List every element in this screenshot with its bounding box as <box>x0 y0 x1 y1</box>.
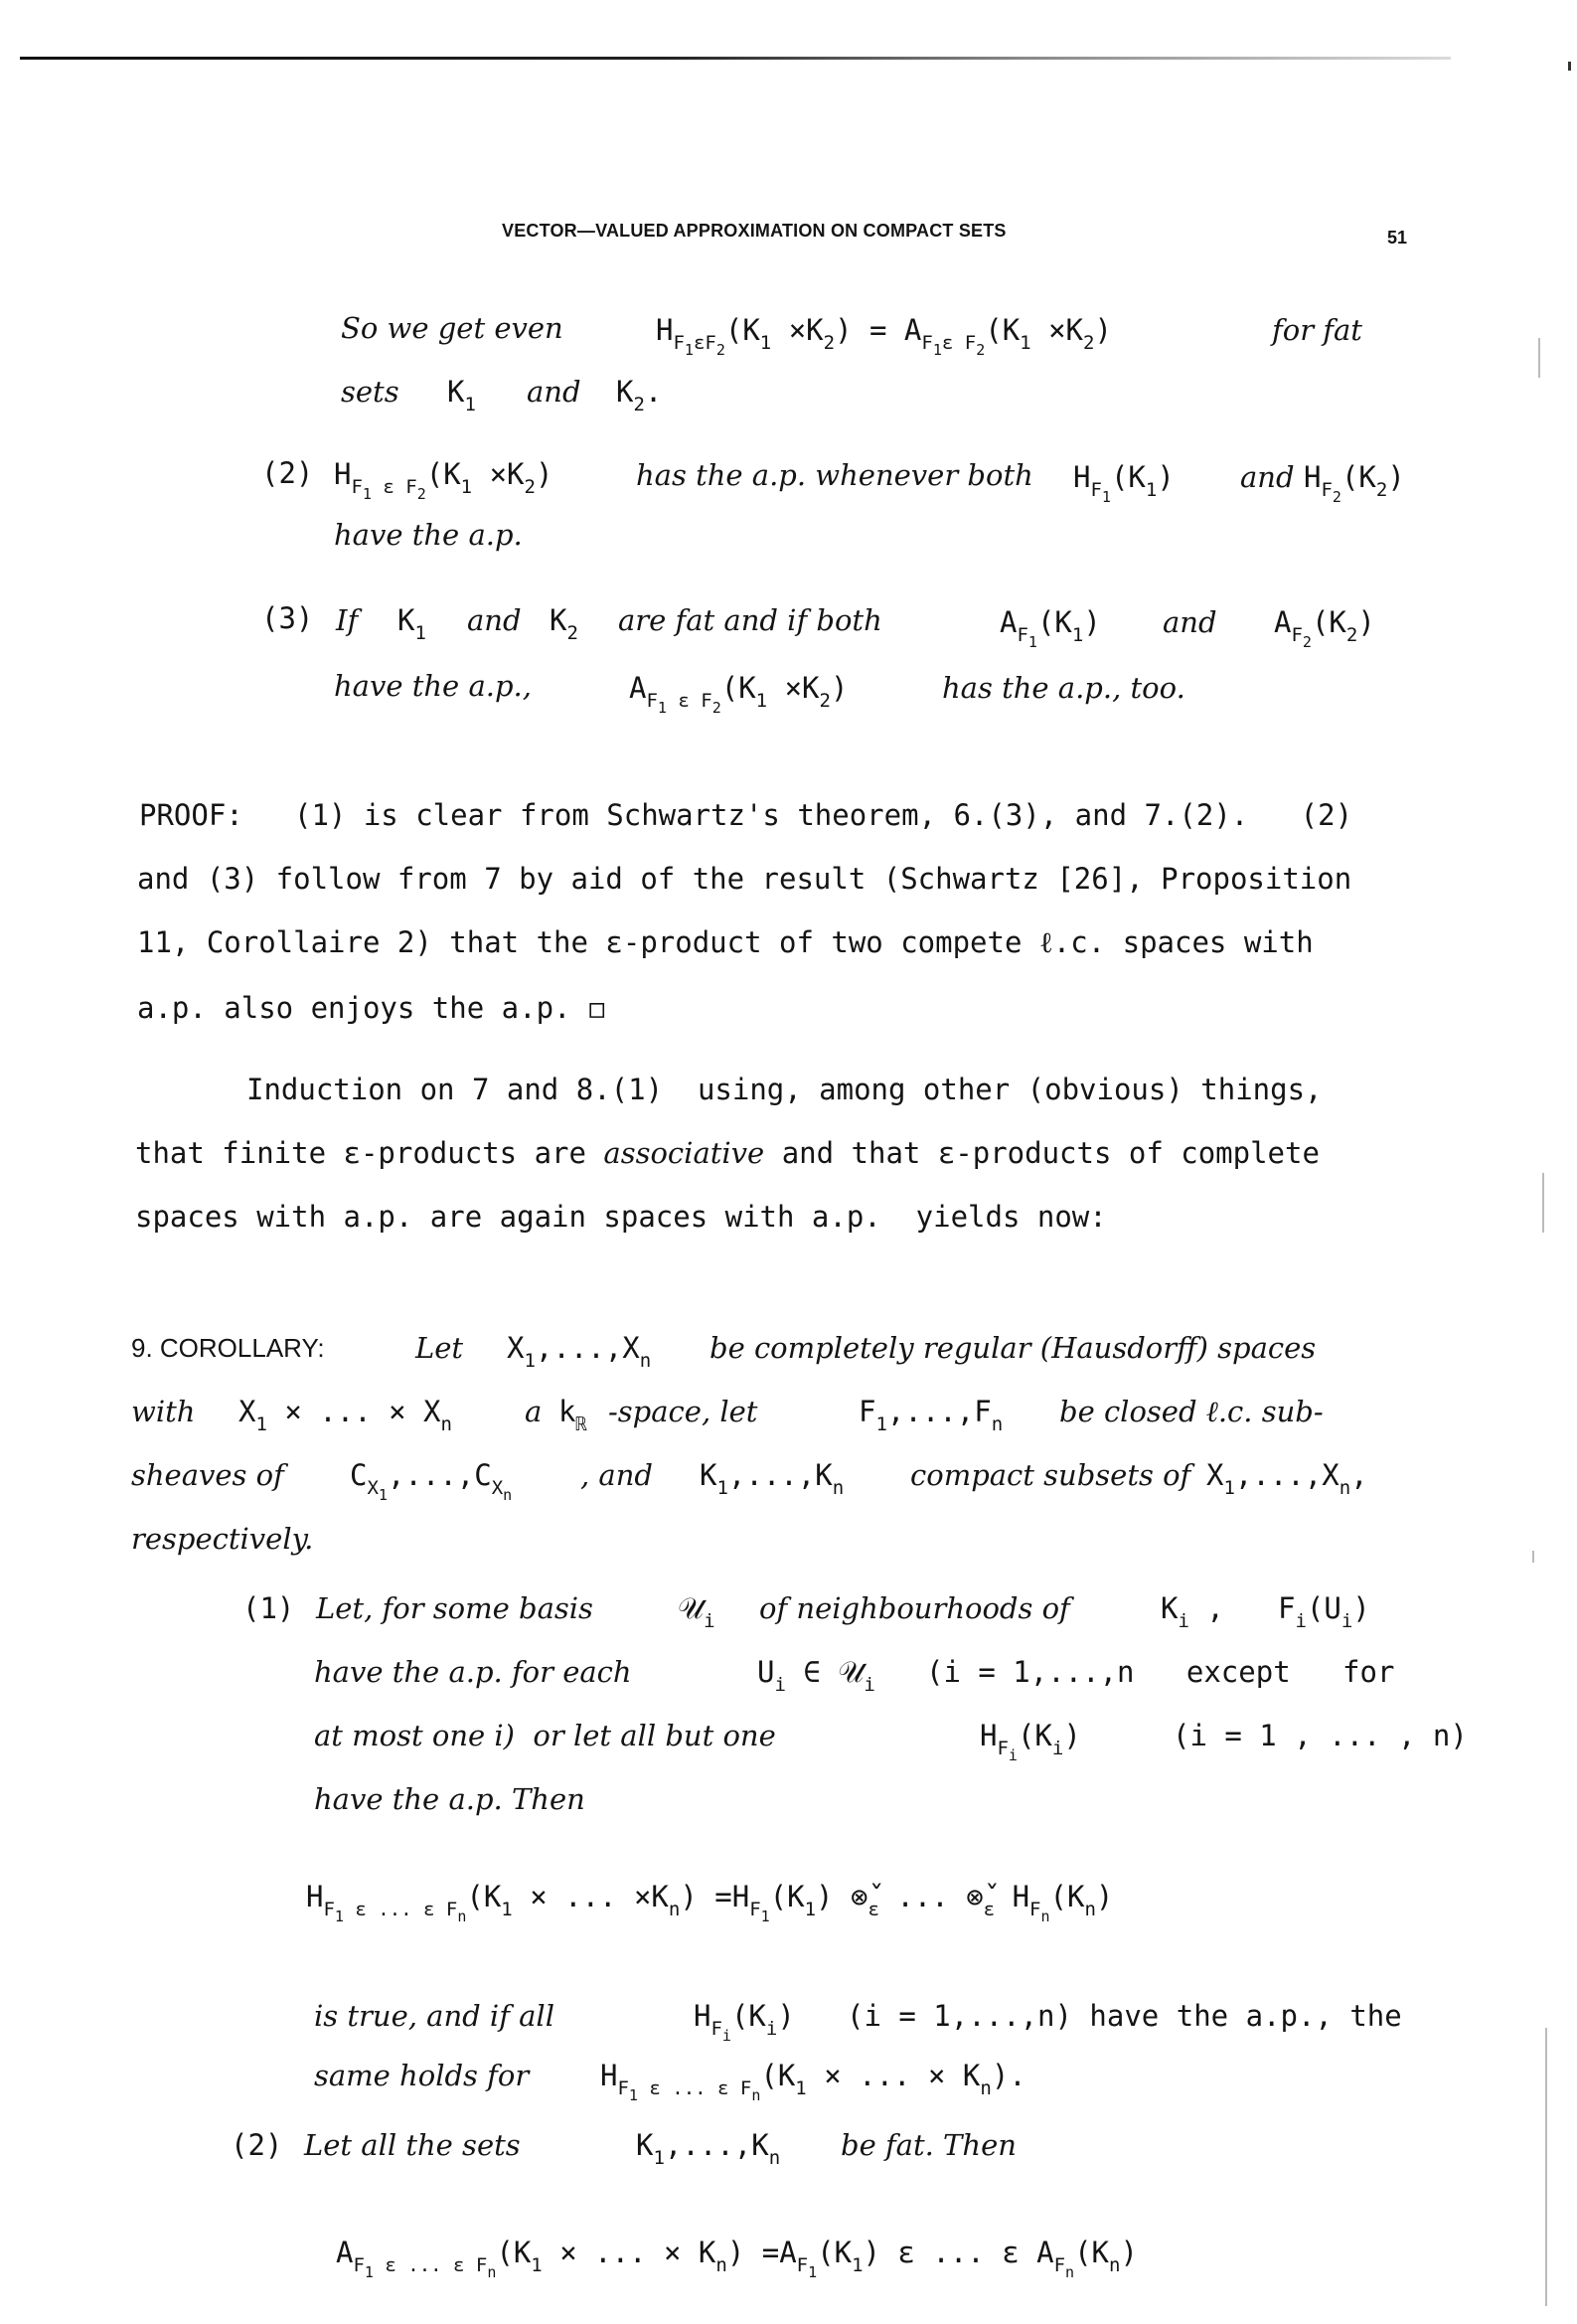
math-formula: $X_1$ × ... × $X_n$ <box>238 1395 452 1435</box>
corollary-text: have the a.p. Then <box>314 1782 585 1816</box>
item-text: has the a.p. whenever both <box>636 458 1033 492</box>
intro-text: sets <box>341 375 399 409</box>
corollary-text: compact subsets of <box>910 1458 1191 1492</box>
emphasis-text: associative <box>603 1136 765 1170</box>
scan-top-rule <box>20 57 1451 60</box>
math-display-formula: $H_{F_1 \varepsilon ... \varepsilon F_n}(K_1$ × ... $\times K_n) =H_{F_1}(K_1)$ $\otimeš_\varepsilon$ ... $\otimeš_\varepsilon$ $H_{F_n}(K_n)$ <box>306 1880 1114 1925</box>
corollary-text: (i = 1,...,n except for <box>926 1655 1395 1689</box>
math-formula: $A_{F_1 \varepsilon F_2}(K_1 \times K_2)$ <box>629 671 849 717</box>
corollary-text: sheaves of <box>131 1458 284 1492</box>
math-formula: $H_{F_1 \varepsilon ... \varepsilon F_n}(K_1$ × ... × $K_n$). <box>600 2059 1026 2104</box>
item-text: have the a.p., <box>334 669 532 703</box>
intro-text: for fat <box>1272 313 1362 347</box>
corollary-text: Let, for some basis <box>316 1591 593 1625</box>
item-text: have the a.p. <box>334 518 523 552</box>
math-formula: $H_{F_1\varepsilon F_2}(K_1 \times K_2) = A_{F_1\varepsilon F_2}(K_1 \times K_2)$ <box>656 313 1112 359</box>
item-text: and <box>1240 460 1295 494</box>
margin-speck <box>1545 2028 1547 2306</box>
corollary-text: be closed ℓ.c. sub- <box>1059 1395 1324 1428</box>
math-symbol: $K_i$ , <box>1161 1591 1224 1632</box>
page-number: 51 <box>1387 228 1408 248</box>
corollary-text: at most one i) or let all but one <box>314 1719 776 1752</box>
corollary-text: Let all the sets <box>304 2128 521 2162</box>
corollary-text: have the a.p. for each <box>314 1655 632 1689</box>
corollary-text: a <box>525 1395 543 1428</box>
math-symbol: $k_ℝ$ <box>558 1395 587 1435</box>
running-head: VECTOR—VALUED APPROXIMATION ON COMPACT SETS <box>502 221 1007 241</box>
corollary-text: be fat. Then <box>841 2128 1017 2162</box>
proof-text: 11, Corollaire 2) that the ε-product of two compete ℓ.c. spaces with <box>137 925 1314 959</box>
corollary-text: , and <box>580 1458 653 1492</box>
item-text: and <box>467 603 522 637</box>
body-text-run: that finite ε-products are <box>135 1136 586 1170</box>
item-number: (2) <box>231 2128 283 2162</box>
body-text: Induction on 7 and 8.(1) using, among other (obvious) things, <box>246 1073 1323 1106</box>
margin-speck <box>1538 338 1540 378</box>
corollary-text: same holds for <box>314 2059 530 2092</box>
math-symbol: $K_1,...,K_n$ <box>700 1458 845 1499</box>
math-symbol: $H_{F_i}(K_i)$ <box>694 1999 795 2045</box>
math-symbol: $C_{X_1},...,C_{X_n}$ <box>350 1458 513 1504</box>
corollary-text: is true, and if all <box>314 1999 554 2033</box>
item-text: has the a.p., too. <box>942 671 1185 705</box>
math-symbol: $H_{F_1}(K_1)$ <box>1073 460 1175 506</box>
math-symbol: $K_2$. <box>616 375 663 415</box>
margin-speck <box>1532 1551 1534 1563</box>
scan-edge-mark <box>1568 62 1571 71</box>
item-text: are fat and if both <box>618 603 882 637</box>
math-display-formula: $A_{F_1 \varepsilon ... \varepsilon F_n}(K_1$ × ... × $K_n) =A_{F_1}(K_1)$ ε ... ε $A_{F_n}(K_n)$ <box>336 2236 1138 2281</box>
math-symbol: $X_1,...,X_n$, <box>1206 1458 1368 1499</box>
item-number: (2) <box>261 456 314 490</box>
corollary-label: 9. COROLLARY: <box>131 1333 325 1363</box>
math-symbol: $H_{F_2}(K_2)$ <box>1304 460 1405 506</box>
intro-text: So we get even <box>341 311 563 345</box>
math-symbol: $F_1,...,F_n$ <box>859 1395 1004 1435</box>
item-number: (1) <box>242 1591 295 1625</box>
math-symbol: $K_1$ <box>397 603 426 644</box>
corollary-text: respectively. <box>131 1522 314 1556</box>
math-formula: $H_{F_1 \varepsilon F_2}(K_1 \times K_2)$ <box>334 457 553 503</box>
proof-text: a.p. also enjoys the a.p. ◻ <box>137 991 606 1025</box>
proof-label: PROOF: <box>139 798 243 832</box>
intro-text: and <box>527 375 581 409</box>
math-symbol: $K_1,...,K_n$ <box>636 2128 781 2169</box>
corollary-text: of neighbourhoods of <box>759 1591 1070 1625</box>
corollary-text: -space, let <box>608 1395 758 1428</box>
corollary-text: (i = 1 , ... , n) <box>1173 1719 1468 1752</box>
math-symbol: $K_1$ <box>447 375 476 415</box>
corollary-text: Let <box>415 1331 464 1365</box>
math-symbol: $A_{F_1}(K_1)$ <box>1000 605 1101 651</box>
math-symbol: $A_{F_2}(K_2)$ <box>1274 605 1375 651</box>
math-symbol: $H_{F_i}(K_i)$ <box>980 1719 1081 1764</box>
corollary-text: with <box>131 1395 196 1428</box>
item-text: If <box>336 603 359 637</box>
corollary-text: (i = 1,...,n) have the a.p., the <box>847 1999 1402 2033</box>
math-symbol: $X_1,...,X_n$ <box>507 1331 652 1372</box>
proof-text: (1) is clear from Schwartz's theorem, 6.(3), and 7.(2). (2) <box>294 798 1353 832</box>
body-text-run: and that ε-products of complete <box>781 1136 1320 1170</box>
proof-text: and (3) follow from 7 by aid of the result (Schwartz [26], Proposition <box>137 862 1352 896</box>
item-text: and <box>1163 605 1217 639</box>
body-text: spaces with a.p. are again spaces with a.p. yields now: <box>135 1200 1107 1234</box>
corollary-text: be completely regular (Hausdorff) spaces <box>710 1331 1317 1365</box>
body-text <box>135 1135 1320 1171</box>
math-symbol: 𝒰$_i$ <box>678 1591 715 1632</box>
math-symbol: $F_i(U_i)$ <box>1278 1591 1370 1632</box>
math-symbol: $U_i$ ∈ 𝒰$_i$ <box>757 1655 875 1696</box>
margin-speck <box>1542 1173 1544 1233</box>
math-symbol: $K_2$ <box>550 603 578 644</box>
item-number: (3) <box>261 601 314 635</box>
